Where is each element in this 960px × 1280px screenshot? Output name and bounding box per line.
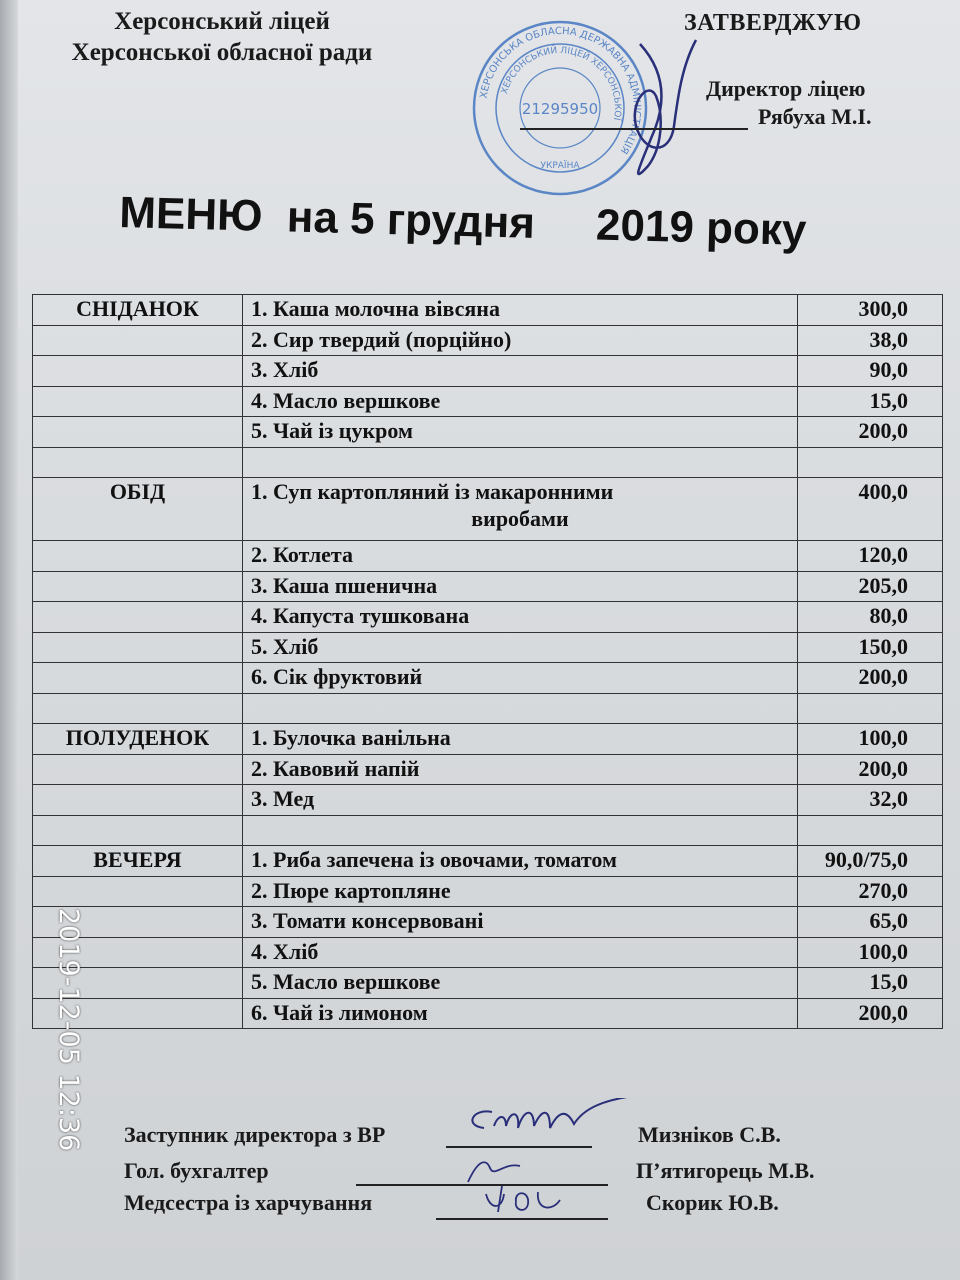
dish-name: 6. Сік фруктовий bbox=[243, 663, 798, 694]
table-row bbox=[33, 907, 943, 938]
dish-name: 3. Мед bbox=[243, 785, 798, 816]
director-title: Директор ліцею bbox=[706, 76, 866, 101]
paper-edge bbox=[0, 0, 18, 1280]
dish-name: 4. Масло вершкове bbox=[243, 386, 798, 417]
dish-quantity: 38,0 bbox=[798, 325, 943, 356]
dish-name: 3. Каша пшенична bbox=[243, 571, 798, 602]
meal-lunch: ОБІД bbox=[33, 478, 243, 541]
dish-name bbox=[243, 478, 798, 541]
table-row bbox=[33, 295, 943, 326]
dish-quantity: 205,0 bbox=[798, 571, 943, 602]
dish-name: 2. Сир твердий (порційно) bbox=[243, 325, 798, 356]
dish-quantity: 15,0 bbox=[798, 386, 943, 417]
spacer-row bbox=[33, 815, 943, 846]
table-row bbox=[33, 571, 943, 602]
table-row bbox=[33, 602, 943, 633]
stamp-country: УКРАЇНА bbox=[540, 161, 580, 171]
dish-name: 4. Капуста тушкована bbox=[243, 602, 798, 633]
dish-name: 4. Хліб bbox=[243, 937, 798, 968]
dish-quantity: 100,0 bbox=[798, 724, 943, 755]
dish-quantity: 200,0 bbox=[798, 663, 943, 694]
dish-quantity: 120,0 bbox=[798, 541, 943, 572]
dish-quantity: 200,0 bbox=[798, 998, 943, 1029]
signature-role: Гол. бухгалтер bbox=[124, 1158, 269, 1183]
dish-name: 1. Риба запечена із овочами, томатом bbox=[243, 846, 798, 877]
dish-name: 5. Чай із цукром bbox=[243, 417, 798, 448]
dish-quantity: 80,0 bbox=[798, 602, 943, 633]
table-row bbox=[33, 724, 943, 755]
director-name: Рябуха М.І. bbox=[758, 104, 872, 129]
org-parent: Херсонської обласної ради bbox=[71, 39, 373, 66]
org-name: Херсонський ліцей bbox=[114, 8, 330, 35]
dish-name: 5. Масло вершкове bbox=[243, 968, 798, 999]
dish-name: 2. Котлета bbox=[243, 541, 798, 572]
dish-quantity: 65,0 bbox=[798, 907, 943, 938]
dish-quantity: 150,0 bbox=[798, 632, 943, 663]
table-row bbox=[33, 754, 943, 785]
table-row bbox=[33, 937, 943, 968]
signature-name: П’ятигорець М.В. bbox=[636, 1158, 815, 1183]
dish-quantity: 200,0 bbox=[798, 754, 943, 785]
timestamp-text: 2019-12-05 12:36 bbox=[53, 908, 84, 1152]
table-row bbox=[33, 478, 943, 541]
page-title: МЕНЮ на 5 грудня 2019 року bbox=[118, 188, 807, 255]
table-row bbox=[33, 417, 943, 448]
dish-name: 3. Хліб bbox=[243, 356, 798, 387]
dish-line-cont: виробами bbox=[471, 506, 569, 531]
table-row bbox=[33, 785, 943, 816]
dish-name: 5. Хліб bbox=[243, 632, 798, 663]
dish-name: 6. Чай із лимоном bbox=[243, 998, 798, 1029]
spacer-row bbox=[33, 447, 943, 478]
spacer-row bbox=[33, 693, 943, 724]
dish-quantity: 90,0/75,0 bbox=[798, 846, 943, 877]
dish-name: 1. Булочка ванільна bbox=[243, 724, 798, 755]
stamp-outer-text: ХЕРСОНСЬКА ОБЛАСНА ДЕРЖАВНА АДМІНІСТРАЦІЯ bbox=[478, 25, 643, 156]
meal-snack: ПОЛУДЕНОК bbox=[33, 724, 243, 755]
table-row bbox=[33, 663, 943, 694]
dish-quantity: 200,0 bbox=[798, 417, 943, 448]
meal-breakfast: СНІДАНОК bbox=[33, 295, 243, 326]
stamp-code: 21295950 bbox=[521, 100, 599, 118]
signature-name: Скорик Ю.В. bbox=[646, 1190, 779, 1215]
dish-quantity: 15,0 bbox=[798, 968, 943, 999]
approval-heading: ЗАТВЕРДЖУЮ bbox=[684, 10, 862, 36]
dish-quantity: 300,0 bbox=[798, 295, 943, 326]
dish-quantity: 100,0 bbox=[798, 937, 943, 968]
director-sign-line bbox=[520, 128, 748, 130]
dish-name: 3. Томати консервовані bbox=[243, 907, 798, 938]
stamp-inner-text: ХЕРСОНСЬКИЙ ЛІЦЕЙ ХЕРСОНСЬКОЇ bbox=[499, 45, 623, 122]
signature-name: Мизніков С.В. bbox=[638, 1122, 781, 1147]
table-row bbox=[33, 968, 943, 999]
table-row bbox=[33, 876, 943, 907]
dish-quantity: 400,0 bbox=[798, 478, 943, 541]
table-row bbox=[33, 325, 943, 356]
table-row bbox=[33, 386, 943, 417]
signature-role: Медсестра із харчування bbox=[124, 1190, 373, 1215]
dish-quantity: 32,0 bbox=[798, 785, 943, 816]
organization-header bbox=[32, 6, 412, 68]
dish-name: 2. Пюре картопляне bbox=[243, 876, 798, 907]
director-signature bbox=[600, 36, 710, 196]
table-row bbox=[33, 846, 943, 877]
table-row bbox=[33, 356, 943, 387]
dish-quantity: 90,0 bbox=[798, 356, 943, 387]
photo-timestamp bbox=[50, 908, 90, 1238]
menu-table bbox=[32, 294, 943, 1029]
signature-mark bbox=[454, 1098, 644, 1148]
table-row bbox=[33, 541, 943, 572]
table-row bbox=[33, 998, 943, 1029]
meal-dinner: ВЕЧЕРЯ bbox=[33, 846, 243, 877]
signature-role: Заступник директора з ВР bbox=[124, 1122, 386, 1147]
dish-quantity: 270,0 bbox=[798, 876, 943, 907]
dish-line: 1. Суп картопляний із макаронними bbox=[251, 479, 614, 504]
dish-name: 1. Каша молочна вівсяна bbox=[243, 295, 798, 326]
signature-mark bbox=[480, 1180, 570, 1220]
table-row bbox=[33, 632, 943, 663]
dish-name: 2. Кавовий напій bbox=[243, 754, 798, 785]
